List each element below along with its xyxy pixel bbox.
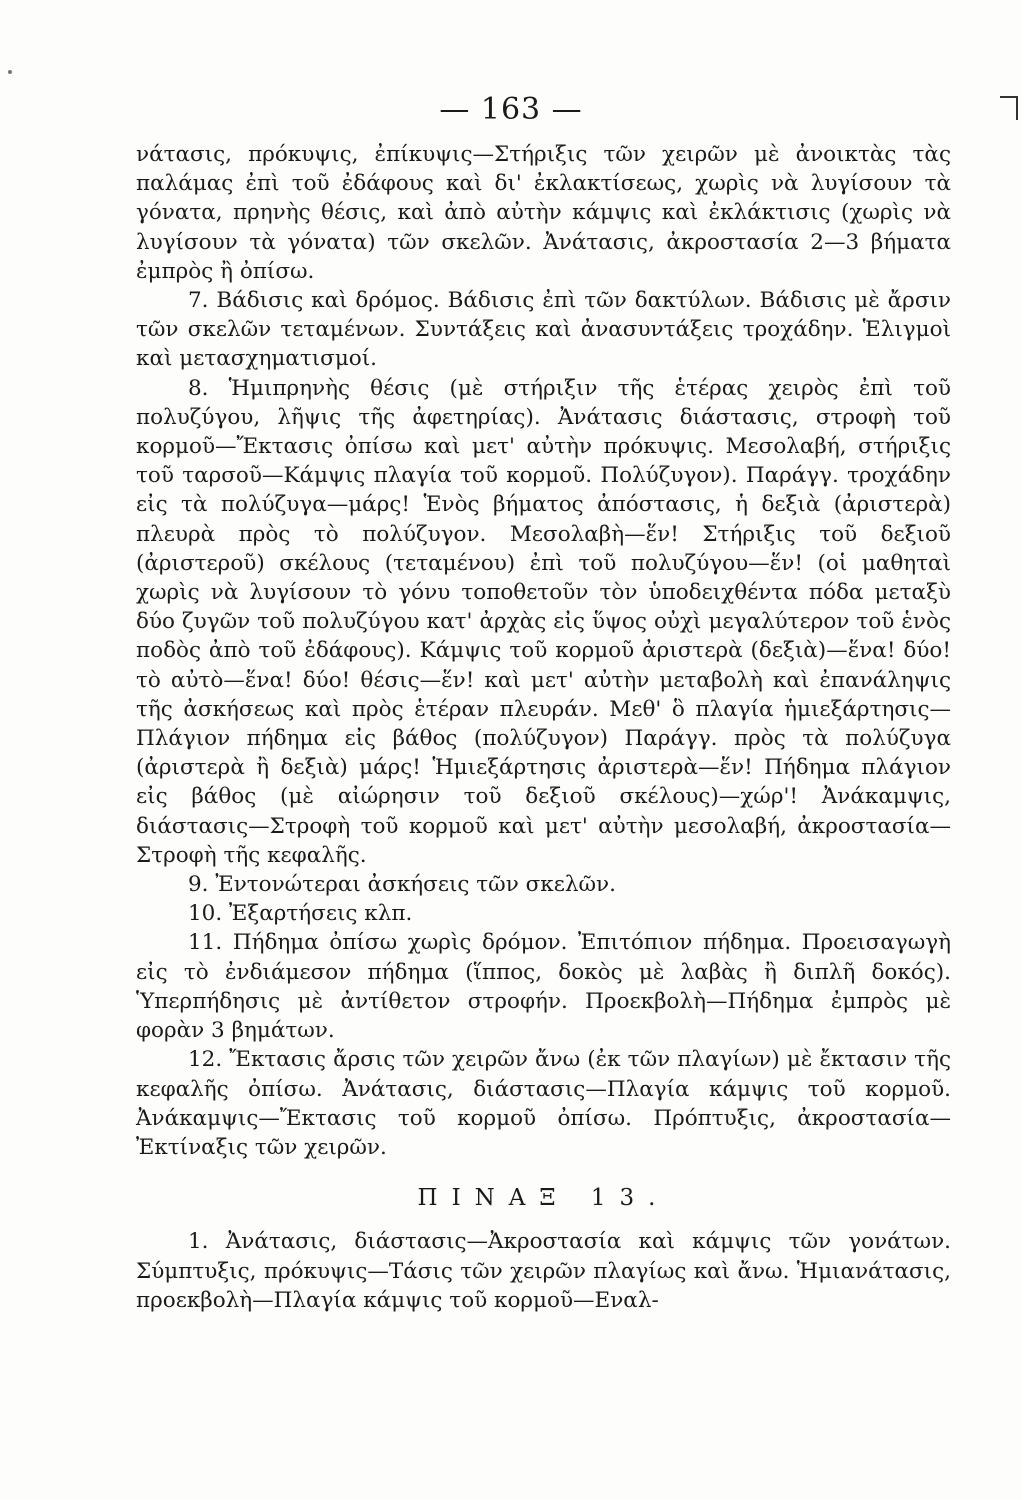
table-heading: ΠΙΝΑΞ 13. xyxy=(417,1185,670,1212)
paragraph-item-8: 8. Ἡμιπρηνὴς θέσις (μὲ στήριξιν τῆς ἑτέρας χειρὸς ἐπὶ τοῦ πολυζύγου, λῆψις τῆς ἀφετηρίας). Ἀνάτασις διάστασις, στροφὴ τοῦ κορμοῦ—Ἔκτασις ὀπίσω καὶ μετ' αὐτὴν πρόκυψις. Μεσολαβή, στήριξις τοῦ ταρσοῦ—Κάμψις πλαγία τοῦ κορμοῦ. Πολύζυγον). Παράγγ. τροχάδην εἰς τὰ πολύζυγα—μάρς! Ἑνὸς βήματος ἀπόστασις, ἡ δεξιὰ (ἀριστερὰ) πλευρὰ πρὸς τὸ πολύζυγον. Μεσολαβὴ—ἕν! Στήριξις τοῦ δεξιοῦ (ἀριστεροῦ) σκέλους (τεταμένου) ἐπὶ τοῦ πολυζύγου—ἕν! (οἱ μαθηταὶ χωρὶς νὰ λυγίσουν τὸ γόνυ τοποθετοῦν τὸν ὑποδειχθέντα πόδα μεταξὺ δύο ζυγῶν τοῦ πολυζύγου κατ' ἀρχὰς εἰς ὕψος οὐχὶ μεγαλύτερον τοῦ ἑνὸς ποδὸς ἀπὸ τοῦ ἐδάφους). Κάμψις τοῦ κορμοῦ ἀριστερὰ (δεξιὰ)—ἕνα! δύο! τὸ αὐτὸ—ἕνα! δύο! θέσις—ἕν! καὶ μετ' αὐτὴν μεταβολὴ καὶ ἐπανάληψις τῆς ἀσκήσεως καὶ πρὸς ἑτέραν πλευράν. Μεθ' ὃ πλαγία ἡμιεξάρτησις—Πλάγιον πήδημα εἰς βάθος (πολύζυγον) Παράγγ. πρὸς τὰ πολύζυγα (ἀριστερὰ ἢ δεξιὰ) μάρς! Ἡμιεξάρτησις ἀριστερὰ—ἕν! Πήδημα πλάγιον εἰς βάθος (μὲ αἰώρησιν τοῦ δεξιοῦ σκέλους)—χώρ'! Ἀνάκαμψις, διάστασις—Στροφὴ τοῦ κορμοῦ καὶ μετ' αὐτὴν μεσολαβή, ἀκροστασία—Στροφὴ τῆς κεφαλῆς. xyxy=(136,375,951,868)
paragraph-item-9: 9. Ἐντονώτεραι ἀσκήσεις τῶν σκελῶν. xyxy=(188,872,616,898)
paragraph-item-10: 10. Ἐξαρτήσεις κλπ. xyxy=(188,901,413,927)
paragraph-item-11: 11. Πήδημα ὀπίσω χωρὶς δρόμον. Ἐπιτόπιον πήδημα. Προεισαγωγὴ εἰς τὸ ἐνδιάμεσον πήδημα (ἵππος, δοκὸς μὲ λαβὰς ἢ διπλῆ δοκός). Ὑπερπήδησις μὲ ἀντίθετον στροφήν. Προεκβολὴ—Πήδημα ἐμπρὸς μὲ φορὰν 3 βημάτων. xyxy=(136,930,951,1044)
paragraph-continuation: νάτασις, πρόκυψις, ἐπίκυψις—Στήριξις τῶν χειρῶν μὲ ἀνοικτὰς τὰς παλάμας ἐπὶ τοῦ ἐδάφους καὶ δι' ἐκλακτίσεως, χωρὶς νὰ λυγίσουν τὰ γόνατα, πρηνὴς θέσις, καὶ ἀπὸ αὐτὴν κάμψις καὶ ἐκλάκτισις (χωρὶς νὰ λυγίσουν τὰ γόνατα) τῶν σκελῶν. Ἀνάτασις, ἀκροστασία 2—3 βήματα ἐμπρὸς ἢ ὀπίσω. xyxy=(136,142,951,284)
body-text xyxy=(136,140,951,1315)
page-number: — 163 — xyxy=(439,92,583,127)
scan-speck-mark xyxy=(8,70,12,74)
paragraph-item-7: 7. Βάδισις καὶ δρόμος. Βάδισις ἐπὶ τῶν δακτύλων. Βάδισις μὲ ἄρσιν τῶν σκελῶν τεταμένων. Συντάξεις καὶ ἀνασυντάξεις τροχάδην. Ἑλιγμοὶ καὶ μετασχηματισμοί. xyxy=(136,288,951,372)
paragraph-table-item-1: 1. Ἀνάτασις, διάστασις—Ἀκροστασία καὶ κάμψις τῶν γονάτων. Σύμπτυξις, πρόκυψις—Τάσις τῶν χειρῶν πλαγίως καὶ ἄνω. Ἡμιανάτασις, προεκβολὴ—Πλαγία κάμψις τοῦ κορμοῦ—Εναλ- xyxy=(136,1229,951,1313)
paragraph-item-12: 12. Ἔκτασις ἄρσις τῶν χειρῶν ἄνω (ἐκ τῶν πλαγίων) μὲ ἔκτασιν τῆς κεφαλῆς ὀπίσω. Ἀνάτασις, διάστασις—Πλαγία κάμψις τοῦ κορμοῦ. Ἀνάκαμψις—Ἔκτασις τοῦ κορμοῦ ὀπίσω. Πρόπτυξις, ἀκροστασία—Ἐκτίναξις τῶν χειρῶν. xyxy=(136,1047,951,1160)
page-corner-mark xyxy=(1000,96,1018,120)
